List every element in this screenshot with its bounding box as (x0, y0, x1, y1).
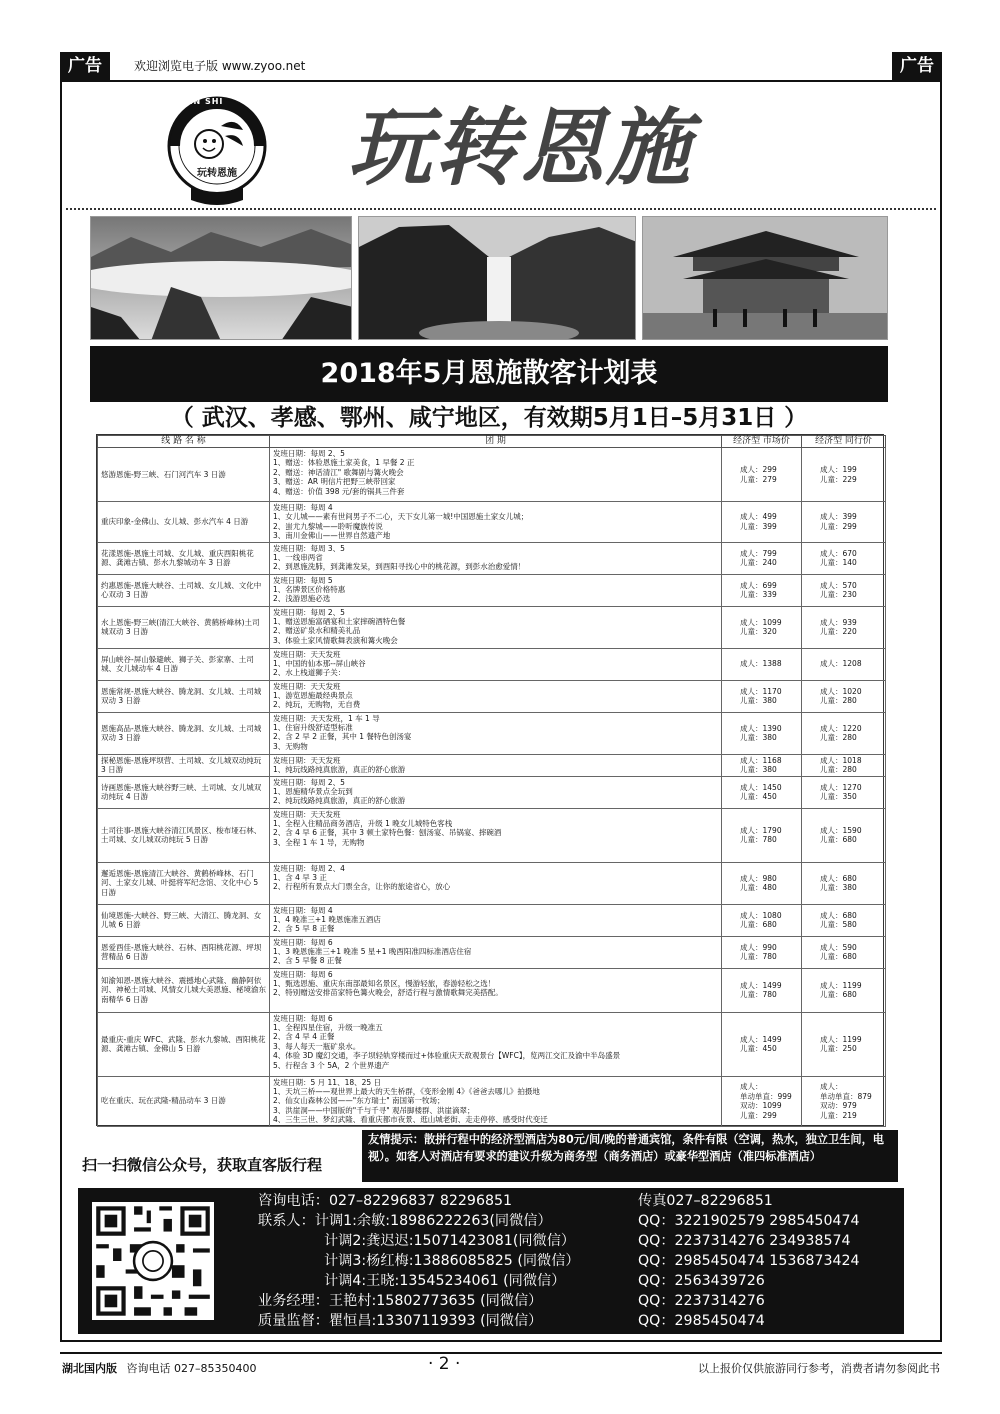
market-price-line: 儿童：339 (740, 590, 777, 600)
schedule-line: 发班日期：每周 2、5 (273, 449, 345, 458)
schedule-line: 发班日期：每周 5 (273, 575, 333, 585)
logo-ring-text: WAN ZHUAN EN SHI (187, 88, 252, 106)
market-price-line: 成人：980 (740, 873, 777, 883)
schedule-line: 发班日期：每周 2、5 (273, 607, 345, 617)
route-name: 恩施常规-恩施大峡谷、腾龙洞、女儿城、土司城双动 3 日游 (98, 680, 270, 712)
table-row (98, 776, 886, 808)
table-row (98, 904, 886, 936)
peer-price-cell (802, 776, 886, 808)
table-row (98, 502, 886, 543)
market-price-cell (722, 862, 802, 904)
header-market-price: 经济型 市场价 (722, 436, 802, 448)
schedule-line: 2、含 2 早 2 正餐，其中 1 餐特色创汤宴 (273, 732, 412, 742)
schedule-line: 2、含 5 早餐 8 正餐 (273, 956, 342, 966)
schedule-line: 2、到恩施洗肺，到龚滩发呆，到酉阳寻找心中的桃花源，到彭水治愈爱情！ (273, 562, 526, 572)
market-price-cell (722, 448, 802, 502)
peer-price-line: 成人：399 (820, 512, 857, 522)
market-price-cell (722, 542, 802, 574)
logo-inner-text: 玩转恩施 (197, 168, 237, 179)
peer-price-line: 成人：1199 (820, 1034, 862, 1044)
schedule-line: 2、纯玩，无购物，无自费 (273, 700, 361, 710)
schedule-line: 发班日期：每周 2、4 (273, 863, 345, 873)
market-price-line: 儿童：399 (740, 521, 777, 531)
schedule-cell (270, 712, 722, 754)
qq-1: QQ：3221902579 2985450474 (638, 1213, 860, 1229)
market-price-cell (722, 936, 802, 968)
schedule-line: 1、中国的仙本那--屏山峡谷 (273, 659, 366, 669)
peer-price-line: 儿童：380 (820, 883, 857, 893)
table-row (98, 606, 886, 648)
table-row (98, 648, 886, 680)
schedule-line: 发班日期：天天发班 (273, 755, 341, 765)
market-price-cell (722, 808, 802, 862)
route-name: 知渝知恩-恩施大峡谷、震撼地心武隆、幽静阿依河、神秘土司城、风情女儿城大美恩施、秘境渝东南精华 6 日游 (98, 968, 270, 1012)
qr-code-icon[interactable] (92, 1202, 214, 1320)
peer-price-line: 成人：680 (820, 873, 857, 883)
table-row (98, 968, 886, 1012)
peer-price-cell (802, 808, 886, 862)
peer-price-line: 双动：979 (820, 1101, 857, 1111)
schedule-line: 1、恩施精华景点全玩到 (273, 787, 353, 797)
market-price-line: 成人：1499 (740, 980, 782, 990)
route-name: 最重庆-重庆 WFC、武隆、彭水九黎城、酉阳桃花源、龚滩古镇、金佛山 5 日游 (98, 1012, 270, 1076)
schedule-line: 发班日期：每周 6 (273, 1013, 333, 1023)
table-header-row (98, 436, 886, 448)
market-price-line: 成人：499 (740, 512, 777, 522)
schedule-line: 发班日期：每周 6 (273, 969, 333, 979)
peer-price-line: 成人：1270 (820, 782, 862, 792)
peer-price-cell (802, 680, 886, 712)
peer-price-cell (802, 502, 886, 543)
peer-price-cell (802, 1012, 886, 1076)
market-price-line: 成人：1388 (740, 659, 782, 669)
schedule-cell (270, 1076, 722, 1126)
schedule-line: 2、蚩尤九黎城——聆听魔族传说 (273, 521, 383, 531)
schedule-line: 发班日期：天天发班 (273, 681, 341, 691)
peer-price-line: 儿童：299 (820, 521, 857, 531)
table-row (98, 936, 886, 968)
table-row (98, 542, 886, 574)
peer-price-cell (802, 1076, 886, 1126)
peer-price-line: 单动单直：879 (820, 1091, 872, 1101)
schedule-line: 1、全程入住精品商务酒店，升级 1 晚女儿城特色客栈 (273, 819, 453, 829)
footer-note: 以上报价仅供旅游同行参考，消费者请勿参阅此书 (698, 1362, 940, 1375)
schedule-line: 1、赠送恩施富硒宴和土家摔碗酒特色餐 (273, 617, 406, 627)
peer-price-line: 成人：939 (820, 617, 857, 627)
table-row (98, 808, 886, 862)
schedule-line: 发班日期：每周 4 (273, 905, 333, 915)
schedule-line: 2、含 4 早 6 正餐，其中 3 顿土家特色餐：刨汤宴、吊锅宴、摔碗酒 (273, 828, 502, 838)
schedule-cell (270, 502, 722, 543)
table-row (98, 862, 886, 904)
peer-price-line: 成人：1020 (820, 686, 862, 696)
schedule-cell (270, 648, 722, 680)
fax-number: 传真027–82296851 (638, 1193, 773, 1209)
schedule-line: 2、特别赠送安排苗家特色篝火晚会，舒适行程与激情歌舞完美搭配。 (273, 988, 503, 998)
table-row (98, 680, 886, 712)
photo-tusi-building (642, 216, 888, 340)
plan-subtitle: （ 武汉、孝感、鄂州、咸宁地区，有效期5月1日–5月31日 ） (170, 405, 808, 431)
schedule-line: 4、体验 3D 魔幻交通，李子坝轻轨穿楼而过+体验重庆天敌观景台【WFC】，览两江交汇及渝中半岛盛景 (273, 1051, 621, 1061)
market-price-line: 儿童：299 (740, 1110, 777, 1120)
schedule-line: 3、南川金佛山——世界自然遗产地 (273, 531, 391, 541)
table-row (98, 1076, 886, 1126)
market-price-line: 成人：1080 (740, 910, 782, 920)
footer-phone: 咨询电话 027–85350400 (126, 1362, 257, 1375)
market-price-line: 儿童：780 (740, 835, 777, 845)
peer-price-line: 儿童：280 (820, 765, 857, 775)
peer-price-cell (802, 968, 886, 1012)
table-row (98, 1012, 886, 1076)
peer-price-line: 儿童：680 (820, 990, 857, 1000)
market-price-line: 成人：799 (740, 548, 777, 558)
schedule-line: 2、仙女山森林公园——"东方瑞士" 南国第一牧场； (273, 1096, 445, 1106)
qq-5: QQ：2237314276 (638, 1293, 765, 1309)
schedule-line: 发班日期：每周 2、5 (273, 777, 345, 787)
schedule-line: 3、体验土家风情歌舞表演和篝火晚会 (273, 635, 398, 645)
contact-person-1: 联系人：计调1:余敏:18986222263(同微信） (258, 1213, 552, 1229)
tips-box: 友情提示：散拼行程中的经济型酒店为80元/间/晚的普通宾馆，条件有限（空调，热水，独立卫生间，电视）。如客人对酒店有要求的建议升级为商务型（商务酒店）或豪华型酒店（准四标准酒店） (362, 1130, 898, 1182)
schedule-line: 发班日期：每周 6 (273, 937, 333, 947)
contact-person-2: 计调2:龚迟迟:15071423081(同微信） (324, 1233, 576, 1249)
schedule-line: 4、三生三世、梦幻武隆、看重庆都市夜景、逛山城老街、走走停停、感受时代变迁 (273, 1115, 548, 1125)
schedule-cell (270, 574, 722, 606)
schedule-line: 1、3 晚恩施准三+1 晚准 5 星+1 晚酉阳准四标准酒店住宿 (273, 947, 472, 957)
table-row (98, 448, 886, 502)
schedule-line: 发班日期：天天发班 (273, 809, 341, 819)
qq-4: QQ：2563439726 (638, 1273, 765, 1289)
peer-price-cell (802, 648, 886, 680)
route-name: 邂逅恩施-恩施清江大峡谷、黄鹤桥峰林、石门河、土家女儿城、叶挺将军纪念馆、文化中心 5 日游 (98, 862, 270, 904)
schedule-cell (270, 606, 722, 648)
market-price-cell (722, 606, 802, 648)
schedule-line: 2、含 5 早 8 正餐 (273, 924, 335, 934)
peer-price-line: 儿童：219 (820, 1110, 857, 1120)
schedule-line: 2、含 4 早 4 正餐 (273, 1032, 335, 1042)
waterfall-photo-icon (359, 217, 636, 340)
route-name: 悠游恩施-野三峡、石门河汽车 3 日游 (98, 448, 270, 502)
photo-waterfall (358, 216, 636, 340)
table-row (98, 574, 886, 606)
market-price-line: 成人：699 (740, 580, 777, 590)
market-price-line: 成人：1099 (740, 617, 782, 627)
peer-price-line: 儿童：280 (820, 733, 857, 743)
peer-price-cell (802, 862, 886, 904)
market-price-line: 儿童：480 (740, 883, 777, 893)
schedule-line: 发班日期：天天发班，1 车 1 导 (273, 713, 380, 723)
schedule-line: 2、纯玩线路纯真旅游，真正的舒心旅游 (273, 796, 406, 806)
schedule-cell (270, 1012, 722, 1076)
peer-price-line: 成人：680 (820, 910, 857, 920)
market-price-cell (722, 680, 802, 712)
peer-price-line: 成人：570 (820, 580, 857, 590)
landscape-photo-icon (91, 217, 352, 340)
peer-price-cell (802, 606, 886, 648)
logo (165, 86, 269, 210)
peer-price-line: 成人：590 (820, 942, 857, 952)
schedule-line: 1、女儿城——素有世间男子不二心，天下女儿第一城!中国恩施土家女儿城； (273, 512, 529, 522)
table-body (98, 448, 886, 1127)
route-name: 花漾恩施-恩施土司城、女儿城、重庆酉阳桃花源、龚滩古镇、彭水九黎城动车 3 日游 (98, 542, 270, 574)
peer-price-cell (802, 754, 886, 776)
schedule-line: 1、住宿升级舒适型标准 (273, 723, 353, 733)
schedule-line: 1、全程四星住宿，升级一晚准五 (273, 1023, 383, 1033)
peer-price-line: 儿童：350 (820, 792, 857, 802)
building-photo-icon (643, 217, 888, 340)
schedule-line: 4、赠送：价值 398 元/套的锅具三件套 (273, 486, 405, 496)
market-price-cell (722, 648, 802, 680)
peer-price-line: 成人：1208 (820, 659, 862, 669)
market-price-cell (722, 968, 802, 1012)
market-price-line: 儿童：780 (740, 990, 777, 1000)
market-price-cell (722, 776, 802, 808)
market-price-line: 成人：1170 (740, 686, 782, 696)
market-price-line: 成人：1168 (740, 755, 782, 765)
qq-2: QQ：2237314276 234938574 (638, 1233, 851, 1249)
market-price-cell (722, 1076, 802, 1126)
market-price-cell (722, 1012, 802, 1076)
market-price-cell (722, 754, 802, 776)
page-footer (60, 1352, 942, 1378)
route-name: 仙境恩施-大峡谷、野三峡、大清江、腾龙洞、女儿城 6 日游 (98, 904, 270, 936)
footer-region: 湖北国内版 (62, 1362, 117, 1375)
schedule-line: 1、赠送：体验恩施土家美食，1 早餐 2 正 (273, 458, 415, 468)
schedule-line: 发班日期：5 月 11、18、25 日 (273, 1077, 382, 1087)
peer-price-line: 成人：1199 (820, 980, 862, 990)
peer-price-line: 成人： (820, 1082, 843, 1092)
market-price-line: 成人：1390 (740, 723, 782, 733)
market-price-line: 双动：1099 (740, 1101, 782, 1111)
schedule-line: 发班日期：天天发班 (273, 649, 341, 659)
peer-price-cell (802, 448, 886, 502)
peer-price-line: 儿童：580 (820, 920, 857, 930)
market-price-cell (722, 904, 802, 936)
schedule-line: 1、4 晚准三+1 晚恩施准五酒店 (273, 915, 381, 925)
market-price-line: 儿童：240 (740, 558, 777, 568)
top-bar (60, 52, 942, 80)
market-price-line: 成人：990 (740, 942, 777, 952)
schedule-line: 3、每人每天一瓶矿泉水。 (273, 1041, 361, 1051)
contact-person-3: 计调3:杨红梅:13886085825 (同微信） (324, 1253, 580, 1269)
route-name: 屏山峡谷-屏山躲避峡、狮子关、彭家寨、土司城、女儿城动车 4 日游 (98, 648, 270, 680)
header-route-name: 线 路 名 称 (98, 436, 270, 448)
peer-price-line: 儿童：280 (820, 696, 857, 706)
market-price-line: 成人：1790 (740, 825, 782, 835)
market-price-line: 儿童：279 (740, 474, 777, 484)
table-row (98, 712, 886, 754)
schedule-cell (270, 776, 722, 808)
peer-price-line: 成人：1590 (820, 825, 862, 835)
page-number: · 2 · (428, 1354, 461, 1374)
route-name: 土司往事-恩施大峡谷清江风景区、梭布垭石林、土司城、女儿城双动纯玩 5 日游 (98, 808, 270, 862)
peer-price-cell (802, 542, 886, 574)
photo-mountain-clouds (90, 216, 352, 340)
schedule-line: 3、洪崖洞——中国版的"千与千寻" 观吊脚楼群、洪崖滴翠； (273, 1105, 475, 1115)
route-name: 重庆印象-金佛山、女儿城、彭水汽车 4 日游 (98, 502, 270, 543)
schedule-line: 2、行程所有景点大门票全含，让你的旅途省心，放心 (273, 882, 451, 892)
plan-title: 2018年5月恩施散客计划表 (90, 346, 888, 402)
market-price-line: 成人：1450 (740, 782, 782, 792)
quality-supervisor: 质量监督：瞿恒昌:13307119393 (同微信） (258, 1313, 543, 1329)
market-price-line: 儿童：450 (740, 792, 777, 802)
schedule-line: 发班日期：每周 3、5 (273, 543, 345, 553)
schedule-line: 2、赠送矿泉水和精美礼品 (273, 626, 361, 636)
schedule-cell (270, 808, 722, 862)
route-name: 水上恩施-野三峡(清江大峡谷、黄鹤桥峰林)土司城双动 3 日游 (98, 606, 270, 648)
brand-title (348, 92, 828, 204)
peer-price-cell (802, 574, 886, 606)
route-name: 恩爱酉佳-恩施大峡谷、石林、酉阳桃花源、坪坝营精品 6 日游 (98, 936, 270, 968)
schedule-cell (270, 862, 722, 904)
market-price-cell (722, 712, 802, 754)
market-price-line: 成人： (740, 1082, 763, 1092)
market-price-cell (722, 574, 802, 606)
peer-price-line: 成人：670 (820, 548, 857, 558)
schedule-line: 3、全程 1 车 1 导，无购物 (273, 837, 365, 847)
footer-left (62, 1360, 256, 1376)
market-price-line: 儿童：320 (740, 627, 777, 637)
market-price-line: 儿童：780 (740, 952, 777, 962)
schedule-line: 3、赠送：AR 明信片把野三峡带回家 (273, 477, 396, 487)
peer-price-line: 儿童：140 (820, 558, 857, 568)
route-name: 吃在重庆、玩在武隆-精品动车 3 日游 (98, 1076, 270, 1126)
schedule-cell (270, 904, 722, 936)
schedule-cell (270, 542, 722, 574)
peer-price-line: 成人：1018 (820, 755, 862, 765)
schedule-line: 2、浅游恩施必选 (273, 594, 331, 604)
contact-panel (78, 1188, 904, 1334)
schedule-cell (270, 754, 722, 776)
market-price-line: 成人：1499 (740, 1034, 782, 1044)
peer-price-cell (802, 936, 886, 968)
schedule-line: 2、赠送：神话清江" 歌舞剧与篝火晚会 (273, 467, 404, 477)
schedule-line: 发班日期：每周 4 (273, 503, 333, 512)
ad-label-right: 广告 (892, 52, 942, 80)
header-schedule: 团 期 (270, 436, 722, 448)
market-price-line: 儿童：380 (740, 733, 777, 743)
peer-price-line: 儿童：680 (820, 952, 857, 962)
peer-price-line: 儿童：220 (820, 627, 857, 637)
market-price-line: 儿童：380 (740, 765, 777, 775)
schedule-line: 2、水上栈道狮子关： (273, 668, 346, 678)
table-row (98, 754, 886, 776)
route-name: 探秘恩施-恩施坪坝营、土司城、女儿城双动纯玩 3 日游 (98, 754, 270, 776)
schedule-cell (270, 680, 722, 712)
schedule-cell (270, 936, 722, 968)
market-price-line: 成人：299 (740, 465, 777, 475)
brand-title-text: 玩转恩施 (348, 98, 693, 197)
peer-price-line: 儿童：680 (820, 835, 857, 845)
wechat-prompt: 扫一扫微信公众号，获取直客版行程 (82, 1156, 323, 1174)
peer-price-line: 成人：1220 (820, 723, 862, 733)
schedule-line: 1、名牌景区价格特惠 (273, 585, 346, 595)
peer-price-cell (802, 904, 886, 936)
schedule-line: 1、游览恩施最经典景点 (273, 691, 353, 701)
business-manager: 业务经理：王艳村:15802773635 (同微信） (258, 1293, 543, 1309)
market-price-line: 儿童：680 (740, 920, 777, 930)
market-price-cell (722, 502, 802, 543)
route-name: 诗画恩施-恩施大峡谷野三峡、土司城、女儿城双动纯玩 4 日游 (98, 776, 270, 808)
qq-6: QQ：2985450474 (638, 1313, 765, 1329)
schedule-line: 1、一线串两省 (273, 553, 323, 563)
site-url-text[interactable]: 欢迎浏览电子版 www.zyoo.net (134, 59, 306, 73)
schedule-line: 1、含 4 早 3 正 (273, 873, 327, 883)
ad-label-left: 广告 (60, 52, 110, 80)
schedule-line: 1、纯玩线路纯真旅游，真正的舒心旅游 (273, 765, 406, 775)
contact-person-4: 计调4:王晓:13545234061 (同微信） (324, 1273, 566, 1289)
schedule-line: 1、天坑三桥——观世界上最大的天生桥群，《变形金刚 4》《爸爸去哪儿》拍摄地 (273, 1087, 540, 1097)
schedule-line: 5、行程含 3 个 5A，2 个世界遗产 (273, 1060, 390, 1070)
schedule-cell (270, 448, 722, 502)
tour-plan-table (96, 434, 884, 1126)
route-name: 约惠恩施-恩施大峡谷、土司城、女儿城、文化中心双动 3 日游 (98, 574, 270, 606)
peer-price-line: 成人：199 (820, 465, 857, 475)
peer-price-line: 儿童：229 (820, 474, 857, 484)
consult-phone: 咨询电话：027–82296837 82296851 (258, 1193, 513, 1209)
schedule-line: 3、无购物 (273, 741, 308, 751)
market-price-line: 儿童：380 (740, 696, 777, 706)
schedule-cell (270, 968, 722, 1012)
schedule-line: 1、甄选恩施、重庆东南部最知名景区，慢游轻旅，春游轻松之选！ (273, 979, 496, 989)
market-price-line: 儿童：450 (740, 1044, 777, 1054)
route-name: 恩施高品-恩施大峡谷、腾龙洞、女儿城、土司城双动 3 日游 (98, 712, 270, 754)
qq-3: QQ：2985450474 1536873424 (638, 1253, 860, 1269)
peer-price-cell (802, 712, 886, 754)
peer-price-line: 儿童：250 (820, 1044, 857, 1054)
peer-price-line: 儿童：230 (820, 590, 857, 600)
header-peer-price: 经济型 同行价 (802, 436, 886, 448)
market-price-line: 单动单直：999 (740, 1091, 792, 1101)
dotted-divider (66, 208, 936, 210)
